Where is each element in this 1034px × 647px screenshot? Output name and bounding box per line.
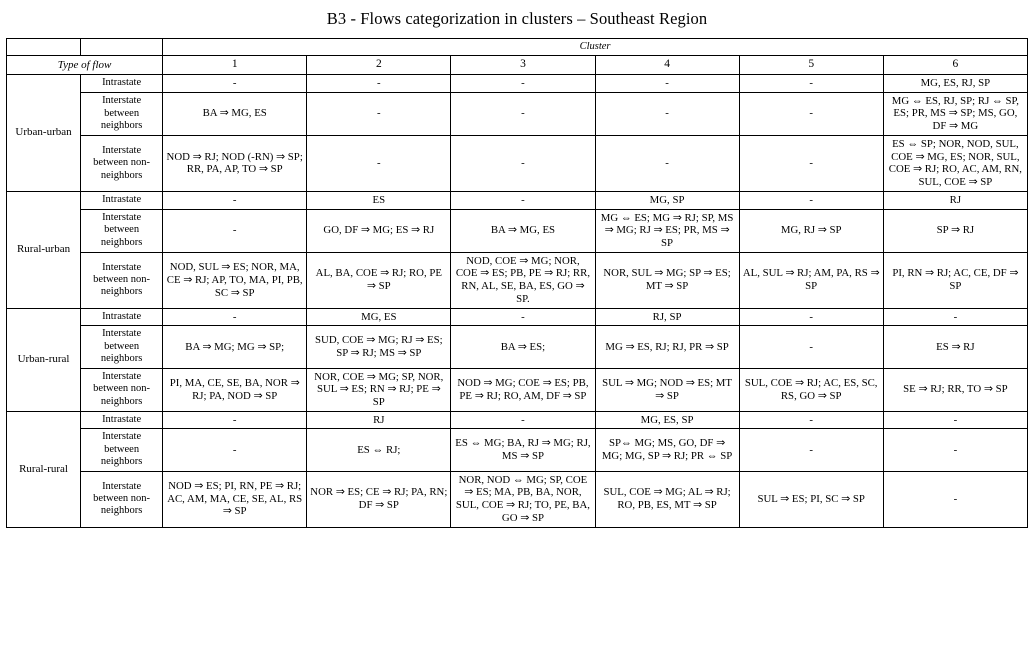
- row-label: Intrastate: [81, 308, 163, 326]
- table-cell: SUL, COE ⇒ RJ; AC, ES, SC, RS, GO ⇒ SP: [739, 368, 883, 411]
- table-cell: -: [307, 74, 451, 92]
- row-label: Interstate between non-neighbors: [81, 368, 163, 411]
- table-row: [7, 135, 1028, 191]
- table-cell: RJ: [883, 191, 1027, 209]
- table-cell: -: [163, 411, 307, 429]
- row-label: Intrastate: [81, 411, 163, 429]
- table-cell: SUL, COE ⇒ MG; AL ⇒ RJ; RO, PB, ES, MT ⇒ SP: [595, 471, 739, 527]
- table-cell: SUL ⇒ MG; NOD ⇒ ES; MT ⇒ SP: [595, 368, 739, 411]
- group-label-rural-rural: Rural-rural: [7, 411, 81, 527]
- column-header-3: 3: [451, 56, 595, 75]
- type-of-flow-header: Type of flow: [7, 56, 163, 75]
- row-label: Interstate between non-neighbors: [81, 252, 163, 308]
- table-cell: NOD, COE ⇒ MG; NOR, COE ⇒ ES; PB, PE ⇒ RJ; RR, RN, AL, SE, BA, ES, GO ⇒ SP.: [451, 252, 595, 308]
- table-cell: -: [739, 135, 883, 191]
- row-label: Interstate between non-neighbors: [81, 135, 163, 191]
- table-cell: -: [739, 411, 883, 429]
- table-cell: NOR, NOD ⇔ MG; SP, COE ⇒ ES; MA, PB, BA, NOR, SUL, COE ⇒ RJ; TO, PE, BA, GO ⇒ SP: [451, 471, 595, 527]
- row-label: Interstate between neighbors: [81, 92, 163, 135]
- table-cell: -: [163, 191, 307, 209]
- table-cell: -: [595, 92, 739, 135]
- table-cell: SUL ⇒ ES; PI, SC ⇒ SP: [739, 471, 883, 527]
- table-cell: AL, BA, COE ⇒ RJ; RO, PE ⇒ SP: [307, 252, 451, 308]
- table-cell: -: [883, 411, 1027, 429]
- table-cell: MG, ES: [307, 308, 451, 326]
- table-cell: NOD, SUL ⇒ ES; NOR, MA, CE ⇒ RJ; AP, TO, MA, PI, PB, SC ⇒ SP: [163, 252, 307, 308]
- row-label: Intrastate: [81, 74, 163, 92]
- table-row: [7, 92, 1028, 135]
- page-title: B3 - Flows categorization in clusters – Southeast Region: [326, 9, 708, 28]
- table-cell: RJ, SP: [595, 308, 739, 326]
- table-cell: -: [451, 191, 595, 209]
- row-label: Intrastate: [81, 191, 163, 209]
- row-label: Interstate between neighbors: [81, 429, 163, 471]
- table-cell: -: [451, 135, 595, 191]
- table-cell: -: [451, 92, 595, 135]
- table-cell: SP ⇒ RJ: [883, 209, 1027, 252]
- table-cell: -: [739, 308, 883, 326]
- table-cell: NOR, SUL ⇒ MG; SP ⇒ ES; MT ⇒ SP: [595, 252, 739, 308]
- table-row: [7, 191, 1028, 209]
- row-label: Interstate between neighbors: [81, 209, 163, 252]
- table-cell: NOD ⇒ RJ; NOD (-RN) ⇒ SP; RR, PA, AP, TO ⇒ SP: [163, 135, 307, 191]
- table-cell: -: [883, 429, 1027, 471]
- cluster-header: Cluster: [163, 39, 1028, 56]
- table-cell: -: [163, 308, 307, 326]
- table-row: [7, 252, 1028, 308]
- column-header-4: 4: [595, 56, 739, 75]
- table-row: [7, 209, 1028, 252]
- table-cell: -: [739, 74, 883, 92]
- table-cell: -: [163, 209, 307, 252]
- table-cell: MG, RJ ⇒ SP: [739, 209, 883, 252]
- table-cell: RJ: [307, 411, 451, 429]
- table-cell: -: [739, 429, 883, 471]
- column-header-2: 2: [307, 56, 451, 75]
- row-label: Interstate between neighbors: [81, 326, 163, 368]
- table-cell: BA ⇒ MG; MG ⇒ SP;: [163, 326, 307, 368]
- table-cell: BA ⇒ ES;: [451, 326, 595, 368]
- group-label-urban-rural: Urban-rural: [7, 308, 81, 411]
- table-cell: -: [307, 135, 451, 191]
- table-row: [7, 411, 1028, 429]
- table-row: [7, 308, 1028, 326]
- table-cell: NOD ⇒ MG; COE ⇒ ES; PB, PE ⇒ RJ; RO, AM, DF ⇒ SP: [451, 368, 595, 411]
- table-cell: ES ⇒ RJ: [883, 326, 1027, 368]
- table-body: [7, 74, 1028, 527]
- row-label: Interstate between non-neighbors: [81, 471, 163, 527]
- table-cell: NOR, COE ⇒ MG; SP, NOR, SUL ⇒ ES; RN ⇒ RJ; PE ⇒ SP: [307, 368, 451, 411]
- table-cell: -: [595, 135, 739, 191]
- table-cell: -: [739, 92, 883, 135]
- table-row: [7, 74, 1028, 92]
- table-cell: MG, SP: [595, 191, 739, 209]
- header-cluster-row: [7, 39, 1028, 56]
- table-cell: NOR ⇒ ES; CE ⇒ RJ; PA, RN; DF ⇒ SP: [307, 471, 451, 527]
- table-cell: -: [163, 429, 307, 471]
- table-cell: MG, ES, SP: [595, 411, 739, 429]
- group-label-rural-urban: Rural-urban: [7, 191, 81, 308]
- table-cell: SP⇔ MG; MS, GO, DF ⇒ MG; MG, SP ⇒ RJ; PR ⇔ SP: [595, 429, 739, 471]
- table-cell: BA ⇒ MG, ES: [451, 209, 595, 252]
- table-cell: -: [451, 411, 595, 429]
- table-row: [7, 326, 1028, 368]
- table-cell: AL, SUL ⇒ RJ; AM, PA, RS ⇒ SP: [739, 252, 883, 308]
- corner-cell-2: [81, 39, 163, 56]
- table-cell: -: [307, 92, 451, 135]
- table-row: [7, 429, 1028, 471]
- table-cell: GO, DF ⇒ MG; ES ⇒ RJ: [307, 209, 451, 252]
- table-cell: BA ⇒ MG, ES: [163, 92, 307, 135]
- flows-table: [6, 38, 1028, 528]
- table-cell: MG ⇔ ES, RJ, SP; RJ ⇔ SP, ES; PR, MS ⇒ SP; MS, GO, DF ⇒ MG: [883, 92, 1027, 135]
- table-row: [7, 368, 1028, 411]
- table-cell: -: [739, 191, 883, 209]
- table-cell: ES ⇔ RJ;: [307, 429, 451, 471]
- table-cell: -: [163, 74, 307, 92]
- column-header-5: 5: [739, 56, 883, 75]
- table-head: [7, 39, 1028, 75]
- table-cell: PI, RN ⇒ RJ; AC, CE, DF ⇒ SP: [883, 252, 1027, 308]
- header-columns-row: [7, 56, 1028, 75]
- table-cell: SUD, COE ⇒ MG; RJ ⇒ ES; SP ⇒ RJ; MS ⇒ SP: [307, 326, 451, 368]
- table-cell: MG, ES, RJ, SP: [883, 74, 1027, 92]
- table-cell: -: [451, 74, 595, 92]
- table-cell: SE ⇒ RJ; RR, TO ⇒ SP: [883, 368, 1027, 411]
- table-cell: ES: [307, 191, 451, 209]
- corner-cell-1: [7, 39, 81, 56]
- table-cell: NOD ⇒ ES; PI, RN, PE ⇒ RJ; AC, AM, MA, CE, SE, AL, RS ⇒ SP: [163, 471, 307, 527]
- table-row: [7, 471, 1028, 527]
- table-cell: -: [739, 326, 883, 368]
- group-label-urban-urban: Urban-urban: [7, 74, 81, 191]
- table-cell: -: [883, 308, 1027, 326]
- table-cell: MG ⇒ ES, RJ; RJ, PR ⇒ SP: [595, 326, 739, 368]
- table-cell: -: [595, 74, 739, 92]
- column-header-6: 6: [883, 56, 1027, 75]
- table-cell: -: [883, 471, 1027, 527]
- column-header-1: 1: [163, 56, 307, 75]
- table-cell: PI, MA, CE, SE, BA, NOR ⇒ RJ; PA, NOD ⇒ SP: [163, 368, 307, 411]
- table-cell: ES ⇔ SP; NOR, NOD, SUL, COE ⇒ MG, ES; NOR, SUL, COE ⇒ RJ; RO, AC, AM, RN, SUL, COE ⇒ SP: [883, 135, 1027, 191]
- table-cell: ES ⇔ MG; BA, RJ ⇒ MG; RJ, MS ⇒ SP: [451, 429, 595, 471]
- table-cell: MG ⇔ ES; MG ⇒ RJ; SP, MS ⇒ MG; RJ ⇒ ES; PR, MS ⇒ SP: [595, 209, 739, 252]
- table-cell: -: [451, 308, 595, 326]
